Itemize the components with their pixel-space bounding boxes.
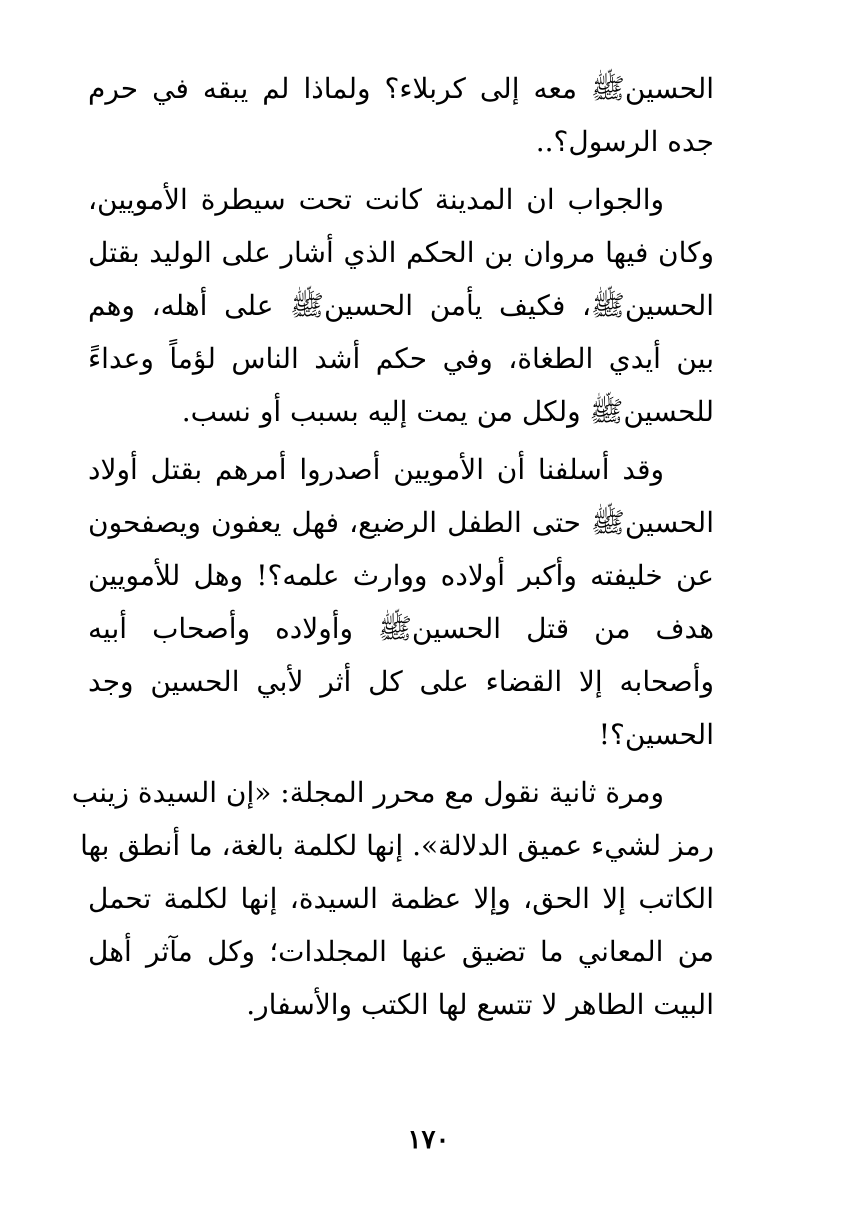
paragraph-3 [88, 443, 714, 761]
text-line: وقد أسلفنا أن الأمويين أصدروا أمرهم بقتل أولاد [88, 453, 664, 486]
text-line: وكان فيها مروان بن الحكم الذي أشار على الوليد بقتل [88, 236, 714, 269]
text-line: جده الرسول؟.. [535, 125, 714, 158]
text-line: وأصحابه إلا القضاء على كل أثر لأبي الحسين وجد [88, 665, 714, 698]
text-line: من المعاني ما تضيق عنها المجلدات؛ وكل مآثر أهل [88, 935, 714, 968]
text-line: والجواب ان المدينة كانت تحت سيطرة الأمويين، [88, 183, 664, 216]
paragraph-4 [71, 766, 714, 1031]
text-line: البيت الطاهر لا تتسع لها الكتب والأسفار. [246, 988, 714, 1021]
text-line: هدف من قتل الحسينﷺ وأولاده وأصحاب أبيه [88, 612, 714, 645]
page-number: ١٧٠ [407, 1125, 450, 1155]
paragraph-2 [88, 173, 714, 438]
text-line: الحسينﷺ، فكيف يأمن الحسينﷺ على أهله، وهم [88, 289, 714, 322]
paragraph-1 [88, 62, 714, 168]
text-line: الحسينﷺ حتى الطفل الرضيع، فهل يعفون ويصفحون [88, 506, 714, 539]
text-line: رمز لشيء عميق الدلالة». إنها لكلمة بالغة، ما أنطق بها [80, 829, 714, 862]
text-line: الكاتب إلا الحق، وإلا عظمة السيدة، إنها لكلمة تحمل [88, 882, 714, 915]
text-line: بين أيدي الطغاة، وفي حكم أشد الناس لؤماً وعداءً [88, 342, 714, 375]
text-line: للحسينﷺ ولكل من يمت إليه بسبب أو نسب. [181, 395, 714, 428]
text-line: الحسين؟! [598, 718, 714, 751]
text-line: عن خليفته وأكبر أولاده ووارث علمه؟! وهل للأمويين [88, 559, 714, 592]
text-line: الحسينﷺ معه إلى كربلاء؟ ولماذا لم يبقه في حرم [88, 72, 714, 105]
text-line: ومرة ثانية نقول مع محرر المجلة: «إن السيدة زينب [71, 776, 664, 809]
page-body [71, 62, 714, 1036]
